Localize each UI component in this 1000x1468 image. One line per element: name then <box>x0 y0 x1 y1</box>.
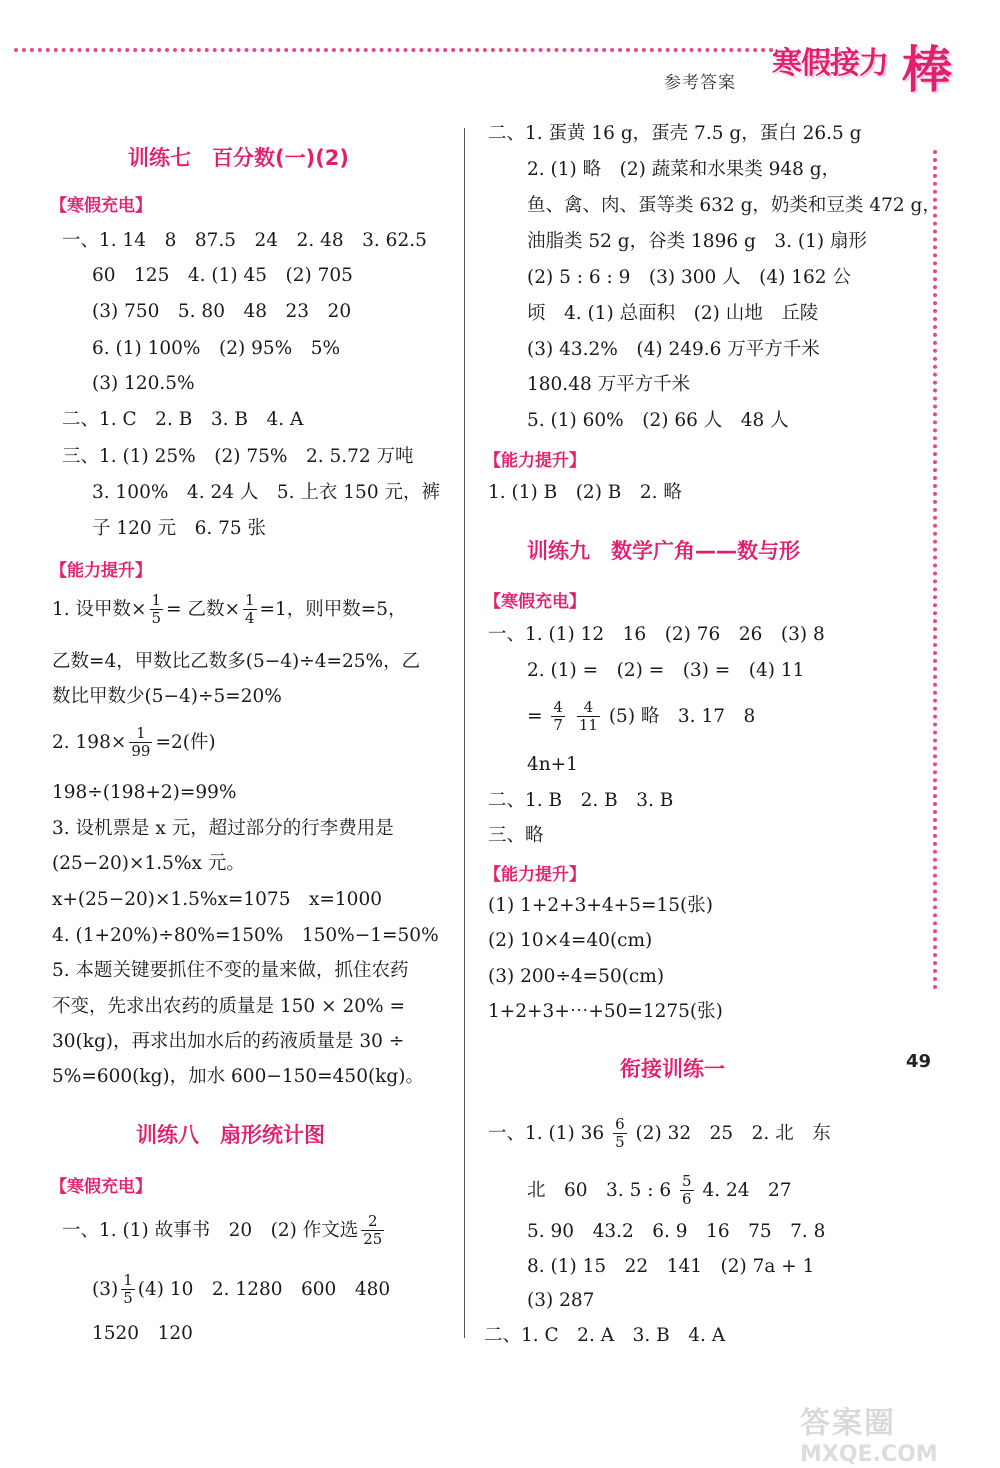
answer-line: 顷 4. (1) 总面积 (2) 山地 丘陵 <box>527 303 819 324</box>
fraction <box>551 699 565 735</box>
fraction <box>150 592 164 628</box>
answer-line: (1) 1+2+3+4+5=15(张) <box>488 895 713 916</box>
answer-line: 5%=600(kg)，加水 600−150=450(kg)。 <box>52 1066 424 1087</box>
fraction-denominator: 5 <box>123 1289 133 1308</box>
answer-line: 1520 120 <box>92 1323 193 1344</box>
fraction-denominator: 25 <box>363 1230 383 1249</box>
text-segment: (4) 10 2. 1280 600 480 <box>137 1278 391 1300</box>
answer-line: (25−20)×1.5%x 元。 <box>52 853 245 874</box>
fraction-numerator: 1 <box>151 591 162 609</box>
answer-line: 二、1. B 2. B 3. B <box>488 790 674 811</box>
answer-line: 5. 90 43.2 6. 9 16 75 7. 8 <box>527 1221 826 1242</box>
answer-line: 3. 设机票是 x 元，超过部分的行李费用是 <box>52 818 394 839</box>
fraction <box>680 1173 694 1209</box>
text-segment: (2) 32 25 2. 北 东 <box>635 1122 831 1144</box>
fraction-denominator: 5 <box>151 609 162 628</box>
fraction-denominator: 11 <box>578 716 598 735</box>
text-segment: =2(件) <box>155 731 216 753</box>
page-number: 49 <box>906 1051 932 1072</box>
watermark-url: MXQE.COM <box>800 1442 938 1467</box>
answer-line-with-fractions <box>62 1213 387 1249</box>
answer-line: 鱼、禽、肉、蛋等类 632 g，奶类和豆类 472 g， <box>527 195 941 216</box>
answer-line: 不变，先求出农药的质量是 150 × 20% = <box>52 996 405 1017</box>
answer-line: 180.48 万平方千米 <box>527 374 691 395</box>
fraction-numerator: 4 <box>553 698 563 716</box>
header-dotted-line <box>14 48 774 52</box>
tag-ability-boost: 【能力提升】 <box>484 865 586 885</box>
fraction-numerator: 5 <box>682 1172 692 1190</box>
answer-line: 二、1. C 2. A 3. B 4. A <box>484 1325 726 1346</box>
answer-line-with-fractions <box>527 1173 792 1209</box>
answer-line: 6. (1) 100% (2) 95% 5% <box>92 338 341 359</box>
answer-line: 三、1. (1) 25% (2) 75% 2. 5.72 万吨 <box>62 446 414 467</box>
watermark-chinese: 答案圈 <box>800 1406 896 1441</box>
answer-line: 三、略 <box>488 825 544 846</box>
answer-line: 乙数=4，甲数比乙数多(5−4)÷4=25%，乙 <box>52 651 421 672</box>
section-title-t8: 训练八 扇形统计图 <box>136 1123 325 1147</box>
answer-line: 198÷(198+2)=99% <box>52 782 237 803</box>
fraction-denominator: 5 <box>615 1133 625 1152</box>
fraction-denominator: 99 <box>131 742 151 761</box>
answer-line: 5. (1) 60% (2) 66 人 48 人 <box>527 410 789 431</box>
answer-line: (3) 43.2% (4) 249.6 万平方千米 <box>527 339 820 360</box>
text-segment: =1，则甲数=5， <box>259 598 407 620</box>
answer-line: 4n+1 <box>527 754 578 775</box>
fraction-numerator: 4 <box>583 698 594 716</box>
fraction-numerator: 1 <box>123 1271 133 1289</box>
text-segment: (3) <box>92 1278 119 1300</box>
column-divider <box>464 128 465 1338</box>
answer-line: 5. 本题关键要抓住不变的量来做，抓住农药 <box>52 960 409 981</box>
answer-line: 1+2+3+⋯+50=1275(张) <box>488 1001 723 1022</box>
tag-ability-boost: 【能力提升】 <box>50 561 152 581</box>
tag-winter-charge: 【寒假充电】 <box>50 196 152 216</box>
answer-line: (3) 750 5. 80 48 23 20 <box>92 301 352 322</box>
answer-line: 一、1. 14 8 87.5 24 2. 48 3. 62.5 <box>62 230 427 251</box>
tag-winter-charge: 【寒假充电】 <box>50 1177 152 1197</box>
answer-line: 60 125 4. (1) 45 (2) 705 <box>92 265 353 286</box>
answer-line: 二、1. 蛋黄 16 g，蛋壳 7.5 g，蛋白 26.5 g <box>488 123 862 144</box>
text-segment: (5) 略 3. 17 8 <box>608 705 756 727</box>
answer-line: (3) 200÷4=50(cm) <box>488 966 665 987</box>
fraction <box>613 1116 627 1152</box>
fraction <box>361 1213 384 1249</box>
fraction <box>121 1272 135 1308</box>
fraction-denominator: 6 <box>682 1190 692 1209</box>
fraction-numerator: 1 <box>244 591 255 609</box>
fraction-denominator: 7 <box>553 716 563 735</box>
logo-char: 棒 <box>902 41 952 99</box>
answer-line: 1. (1) B (2) B 2. 略 <box>488 482 682 503</box>
watermark <box>800 1398 1000 1468</box>
answer-line: 油脂类 52 g，谷类 1896 g 3. (1) 扇形 <box>527 231 867 252</box>
answer-line: (3) 120.5% <box>92 373 195 394</box>
fraction-numerator: 6 <box>615 1115 625 1133</box>
header-reference-label: 参考答案 <box>664 73 736 93</box>
text-segment: 北 60 3. 5 : 6 <box>527 1179 672 1201</box>
logo-text: 寒假接力 <box>772 46 888 81</box>
text-segment: 1. 设甲数× <box>52 598 147 620</box>
answer-line: 子 120 元 6. 75 张 <box>92 518 267 539</box>
text-segment: 一、1. (1) 36 <box>488 1122 605 1144</box>
answer-line-with-fractions <box>52 592 407 628</box>
answer-line: (2) 10×4=40(cm) <box>488 930 653 951</box>
answer-line: 30(kg)，再求出加水后的药液质量是 30 ÷ <box>52 1031 405 1052</box>
answer-line: 二、1. C 2. B 3. B 4. A <box>62 409 304 430</box>
answer-line-with-fractions <box>527 699 755 735</box>
text-segment: 2. 198× <box>52 731 127 753</box>
section-title-t9: 训练九 数学广角——数与形 <box>527 539 800 563</box>
text-segment: = 乙数× <box>166 598 240 620</box>
answer-line-with-fractions <box>488 1116 831 1152</box>
text-segment: 一、1. (1) 故事书 20 (2) 作文选 <box>62 1219 359 1241</box>
answer-line: (2) 5 : 6 : 9 (3) 300 人 (4) 162 公 <box>527 267 851 288</box>
tag-winter-charge: 【寒假充电】 <box>484 592 586 612</box>
text-segment: = <box>527 705 543 727</box>
fraction <box>129 725 152 761</box>
fraction-numerator: 1 <box>136 724 146 742</box>
section-title-x1: 衔接训练一 <box>620 1057 725 1081</box>
fraction-denominator: 4 <box>244 609 255 628</box>
answer-line: 数比甲数少(5−4)÷5=20% <box>52 686 282 707</box>
fraction-numerator: 2 <box>368 1212 378 1230</box>
fraction <box>577 699 600 735</box>
section-title-t7: 训练七 百分数(一)(2) <box>128 146 350 170</box>
tag-ability-boost: 【能力提升】 <box>484 451 586 471</box>
answer-line: 3. 100% 4. 24 人 5. 上衣 150 元，裤 <box>92 482 440 503</box>
answer-line-with-fractions <box>52 725 216 761</box>
answer-line-with-fractions <box>92 1272 390 1308</box>
answer-line: 一、1. (1) 12 16 (2) 76 26 (3) 8 <box>488 624 825 645</box>
answer-line: (3) 287 <box>527 1290 595 1311</box>
answer-line: 4. (1+20%)÷80%=150% 150%−1=50% <box>52 925 439 946</box>
answer-line: 8. (1) 15 22 141 (2) 7a + 1 <box>527 1256 815 1277</box>
answer-line: x+(25−20)×1.5%x=1075 x=1000 <box>52 889 382 910</box>
answer-line: 2. (1) = (2) = (3) = (4) 11 <box>527 660 805 681</box>
fraction <box>243 592 257 628</box>
text-segment: 4. 24 27 <box>702 1179 792 1201</box>
margin-dotted-line <box>933 150 937 990</box>
answer-line: 2. (1) 略 (2) 蔬菜和水果类 948 g， <box>527 159 841 180</box>
